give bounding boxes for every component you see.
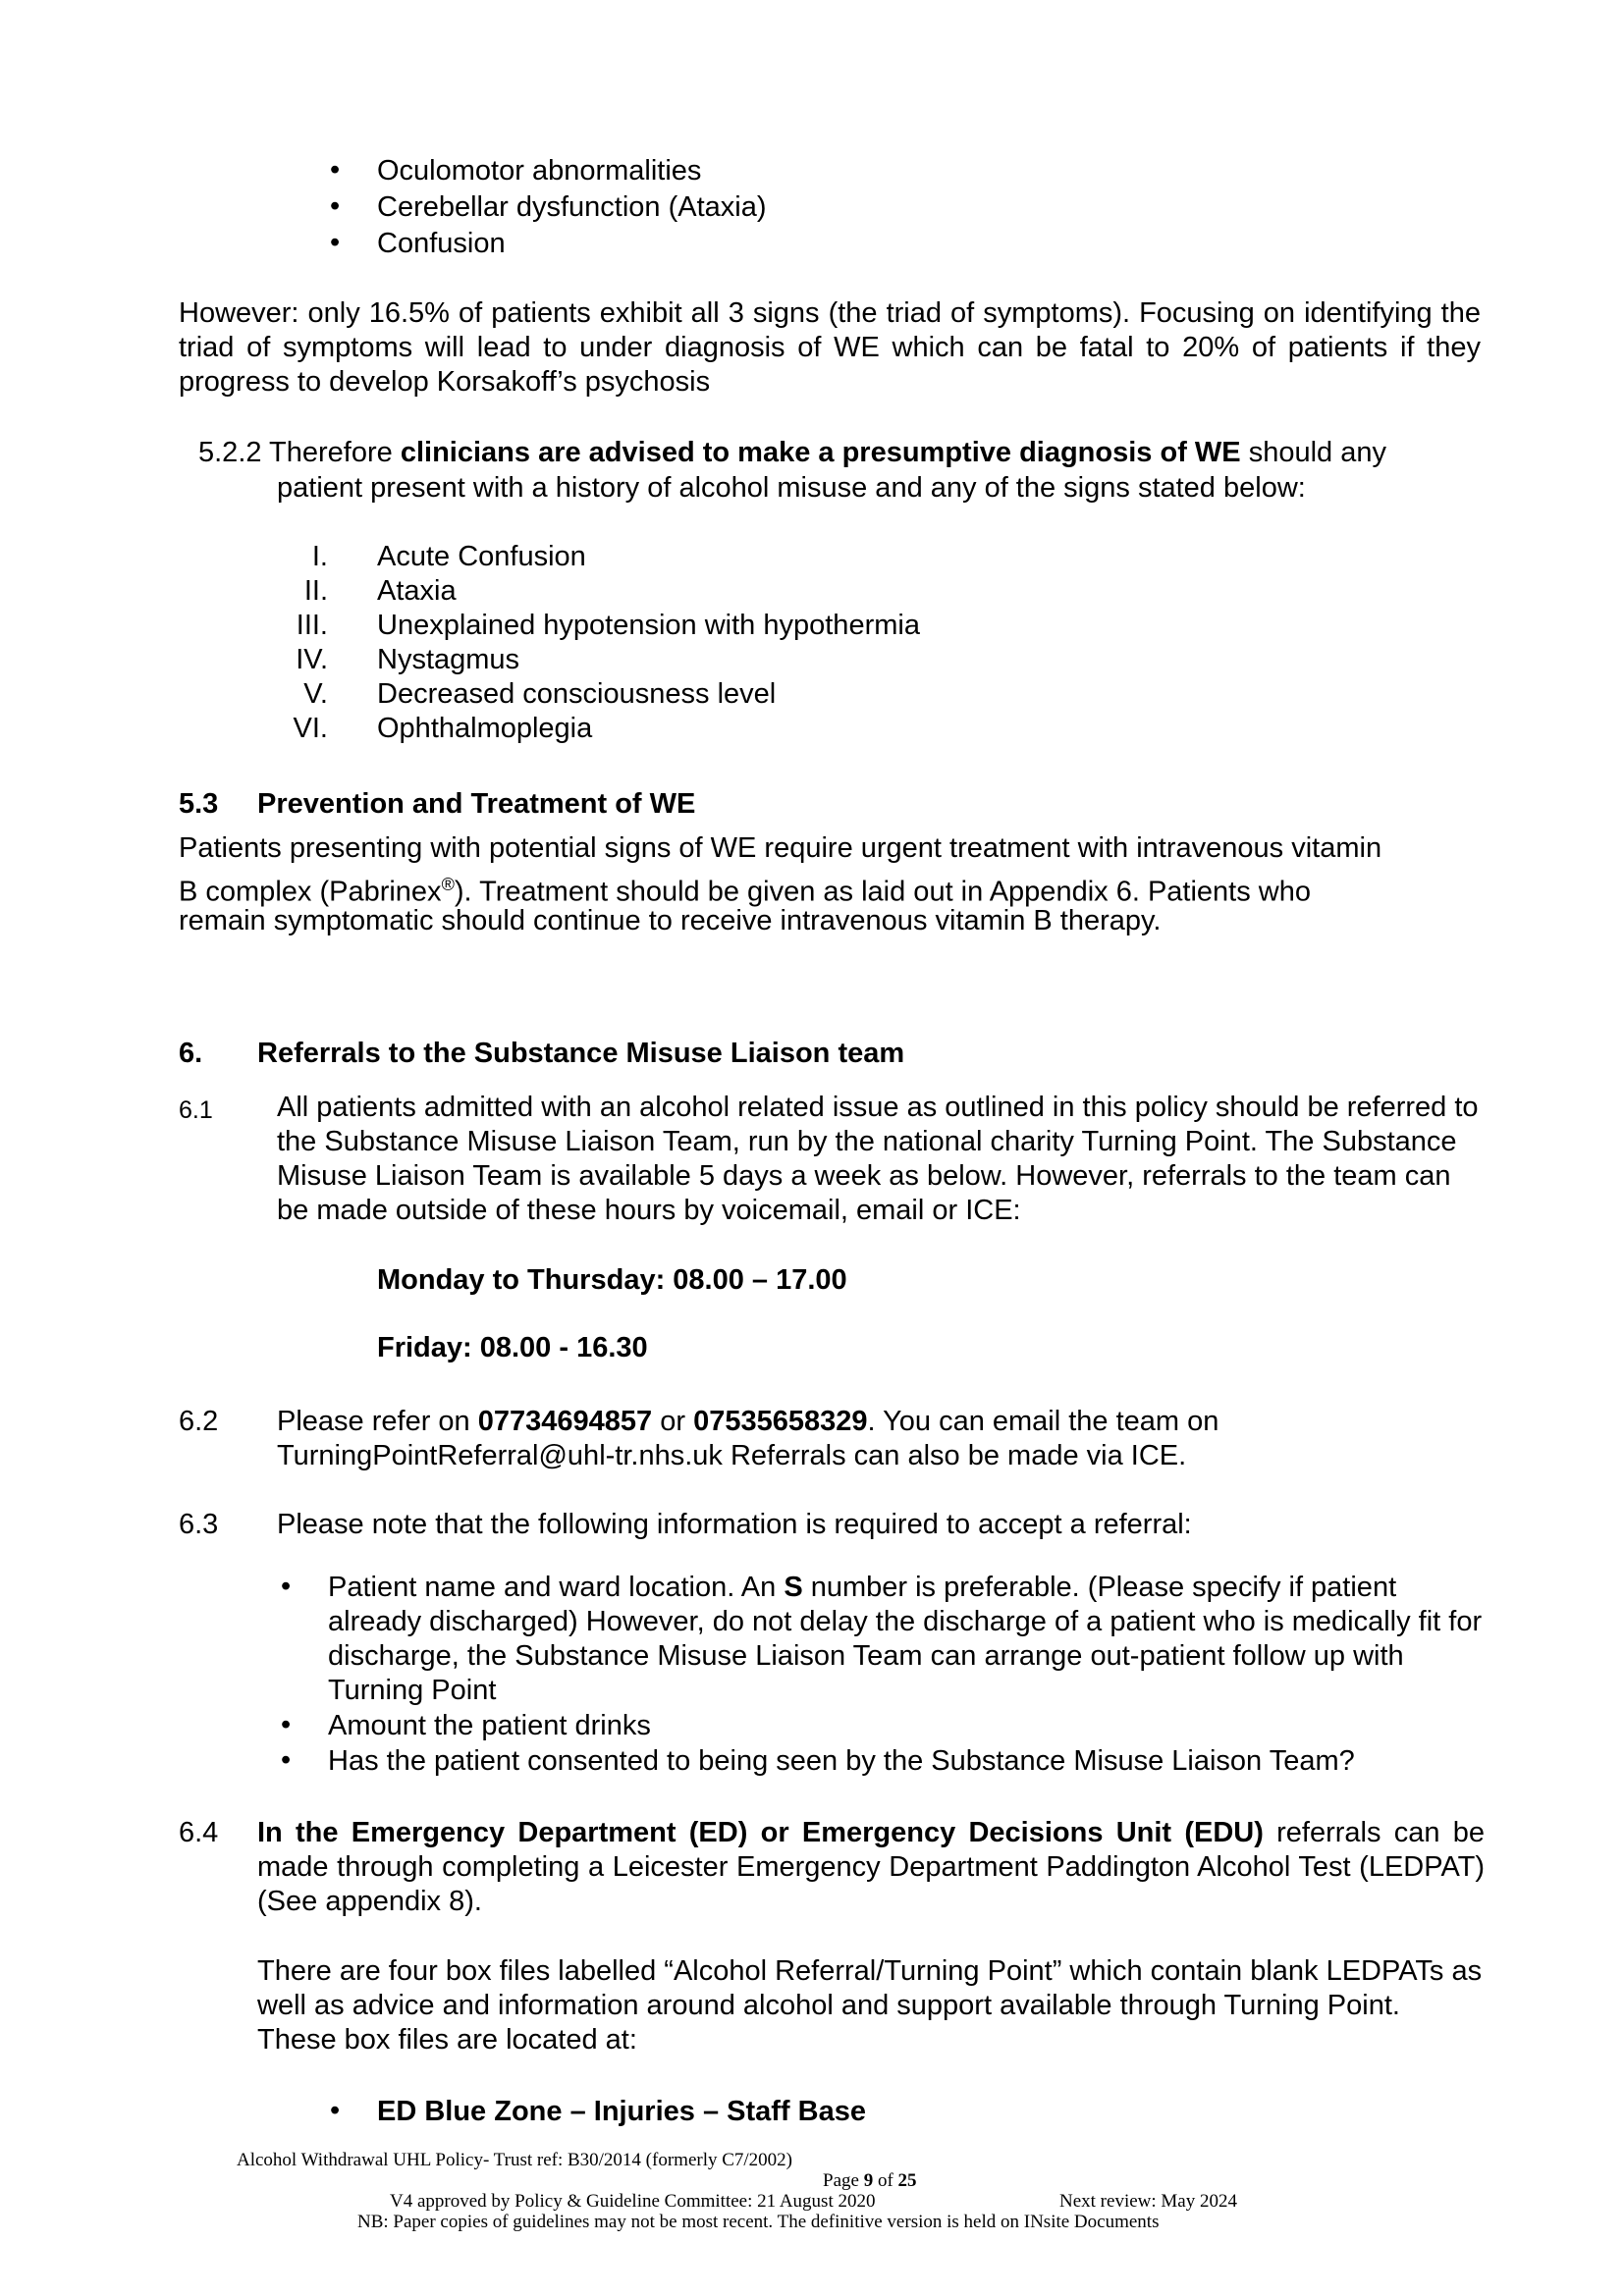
location-ed-blue-zone: ED Blue Zone – Injuries – Staff Base [377, 2096, 866, 2127]
sign-item: Acute Confusion [377, 541, 586, 572]
requirement-1-pre: Patient name and ward location. An [328, 1572, 785, 1603]
section-5-3-heading: Prevention and Treatment of WE [257, 788, 696, 820]
section-5-2-2-pre: Therefore [269, 437, 401, 468]
section-6-3-number: 6.3 [179, 1509, 219, 1540]
section-5-3-number: 5.3 [179, 788, 219, 820]
section-6-heading: Referrals to the Substance Misuse Liaison team [257, 1038, 905, 1069]
sign-item: Nystagmus [377, 644, 520, 675]
section-6-4-bold: In the Emergency Department (ED) or Emergency Decisions Unit (EDU) [257, 1817, 1264, 1848]
bullet-dot: • [330, 227, 341, 258]
sign-number: III. [296, 610, 328, 641]
section-6-4-post: referrals can be made through completing a Leicester Emergency Department Paddington Alcohol Test (LEDPAT) (See appendix 8). [257, 1817, 1486, 1917]
section-6-4-para1 [257, 1816, 1485, 1919]
hours-mon-thu: Monday to Thursday: 08.00 – 17.00 [377, 1264, 847, 1296]
requirement-1-bold: S [784, 1572, 803, 1603]
bullet-cerebellar: Cerebellar dysfunction (Ataxia) [377, 191, 767, 223]
hours-friday: Friday: 08.00 - 16.30 [377, 1332, 648, 1363]
phone-number-1: 07734694857 [477, 1406, 653, 1437]
phone-number-2: 07535658329 [693, 1406, 868, 1437]
section-6-3-text: Please note that the following information is required to accept a referral: [277, 1509, 1192, 1540]
sign-item: Unexplained hypotension with hypothermia [377, 610, 920, 641]
bullet-dot: • [281, 1744, 292, 1776]
section-6-2-mid: or [652, 1406, 694, 1437]
sign-item: Decreased consciousness level [377, 678, 777, 710]
footer-next-review: Next review: May 2024 [1059, 2191, 1237, 2212]
section-5-3-line2b: ). Treatment should be given as laid out in Appendix 6. Patients who [454, 876, 1311, 908]
footer-page-of: of [873, 2170, 898, 2191]
sign-item: Ataxia [377, 575, 457, 607]
section-5-2-2-bold: clinicians are advised to make a presumptive diagnosis of WE [400, 437, 1241, 468]
sign-number: V. [303, 678, 328, 710]
registered-mark: ® [441, 875, 455, 894]
sign-item: Ophthalmoplegia [377, 713, 593, 744]
footer-page-number [823, 2170, 917, 2192]
sign-number: II. [303, 575, 328, 607]
section-5-2-2-number: 5.2.2 [198, 437, 262, 468]
footer-approved: V4 approved by Policy & Guideline Committee: 21 August 2020 [390, 2191, 876, 2212]
sign-number: IV. [296, 644, 328, 675]
footer-total-pages: 25 [897, 2170, 917, 2191]
requirement-patient-name [328, 1571, 1487, 1708]
footer-page-label: Page [823, 2170, 864, 2191]
section-5-2-2-line2: patient present with a history of alcohol misuse and any of the signs stated below: [277, 472, 1306, 504]
requirement-consent: Has the patient consented to being seen by the Substance Misuse Liaison Team? [328, 1745, 1355, 1777]
sign-number: I. [311, 541, 328, 572]
section-6-1-number: 6.1 [179, 1096, 213, 1124]
section-5-2-2-post: should any [1240, 437, 1386, 468]
section-5-3-line3: remain symptomatic should continue to receive intravenous vitamin B therapy. [179, 905, 1162, 936]
section-6-2-number: 6.2 [179, 1406, 219, 1437]
section-6-2-post: . You can email the team on [867, 1406, 1219, 1437]
requirement-amount: Amount the patient drinks [328, 1710, 651, 1741]
section-6-4-para2: There are four box files labelled “Alcohol Referral/Turning Point” which contain blank LEDPATs as well as advice and information around alcohol and support available through Turning Point. These box files are located at: [257, 1955, 1483, 2056]
section-5-2-2-line1 [198, 436, 1485, 470]
footer-policy-ref: Alcohol Withdrawal UHL Policy- Trust ref: B30/2014 (formerly C7/2002) [237, 2150, 793, 2170]
requirement-1-post: number is preferable. (Please specify if patient already discharged) However, do not delay the discharge of a patient who is medically fit for discharge, the Substance Misuse Liaison Team can arrange out-patient follow up with Turning Point [328, 1572, 1483, 1706]
section-6-4-number: 6.4 [179, 1817, 219, 1848]
section-6-2-line1 [277, 1405, 1218, 1439]
bullet-dot: • [330, 2095, 341, 2126]
sign-number: VI. [293, 713, 328, 744]
bullet-confusion: Confusion [377, 228, 506, 259]
section-5-3-line2a: B complex (Pabrinex [179, 876, 442, 908]
footer-current-page: 9 [863, 2170, 874, 2191]
bullet-dot: • [281, 1709, 292, 1740]
footer-disclaimer: NB: Paper copies of guidelines may not be most recent. The definitive version is held on INsite Documents [357, 2212, 1160, 2232]
bullet-oculomotor: Oculomotor abnormalities [377, 155, 702, 187]
section-6-2-pre: Please refer on [277, 1406, 478, 1437]
section-5-3-line1: Patients presenting with potential signs of WE require urgent treatment with intravenous vitamin [179, 832, 1382, 864]
however-paragraph: However: only 16.5% of patients exhibit all 3 signs (the triad of symptoms). Focusing on identifying the triad of symptoms will lead to under diagnosis of WE which can be fatal to 20% of patients if they progress to develop Korsakoff’s psychosis [179, 297, 1481, 398]
bullet-dot: • [281, 1571, 292, 1602]
bullet-dot: • [330, 154, 341, 186]
section-6-2-line2: TurningPointReferral@uhl-tr.nhs.uk Referrals can also be made via ICE. [277, 1440, 1187, 1471]
bullet-dot: • [330, 190, 341, 222]
section-6-number: 6. [179, 1038, 203, 1069]
section-6-1-text: All patients admitted with an alcohol related issue as outlined in this policy should be referred to the Substance Misuse Liaison Team, run by the national charity Turning Point. The Substance Misuse Liaison Team is available 5 days a week as below. However, referrals to the team can be made outside of these hours by voicemail, email or ICE: [277, 1092, 1479, 1226]
